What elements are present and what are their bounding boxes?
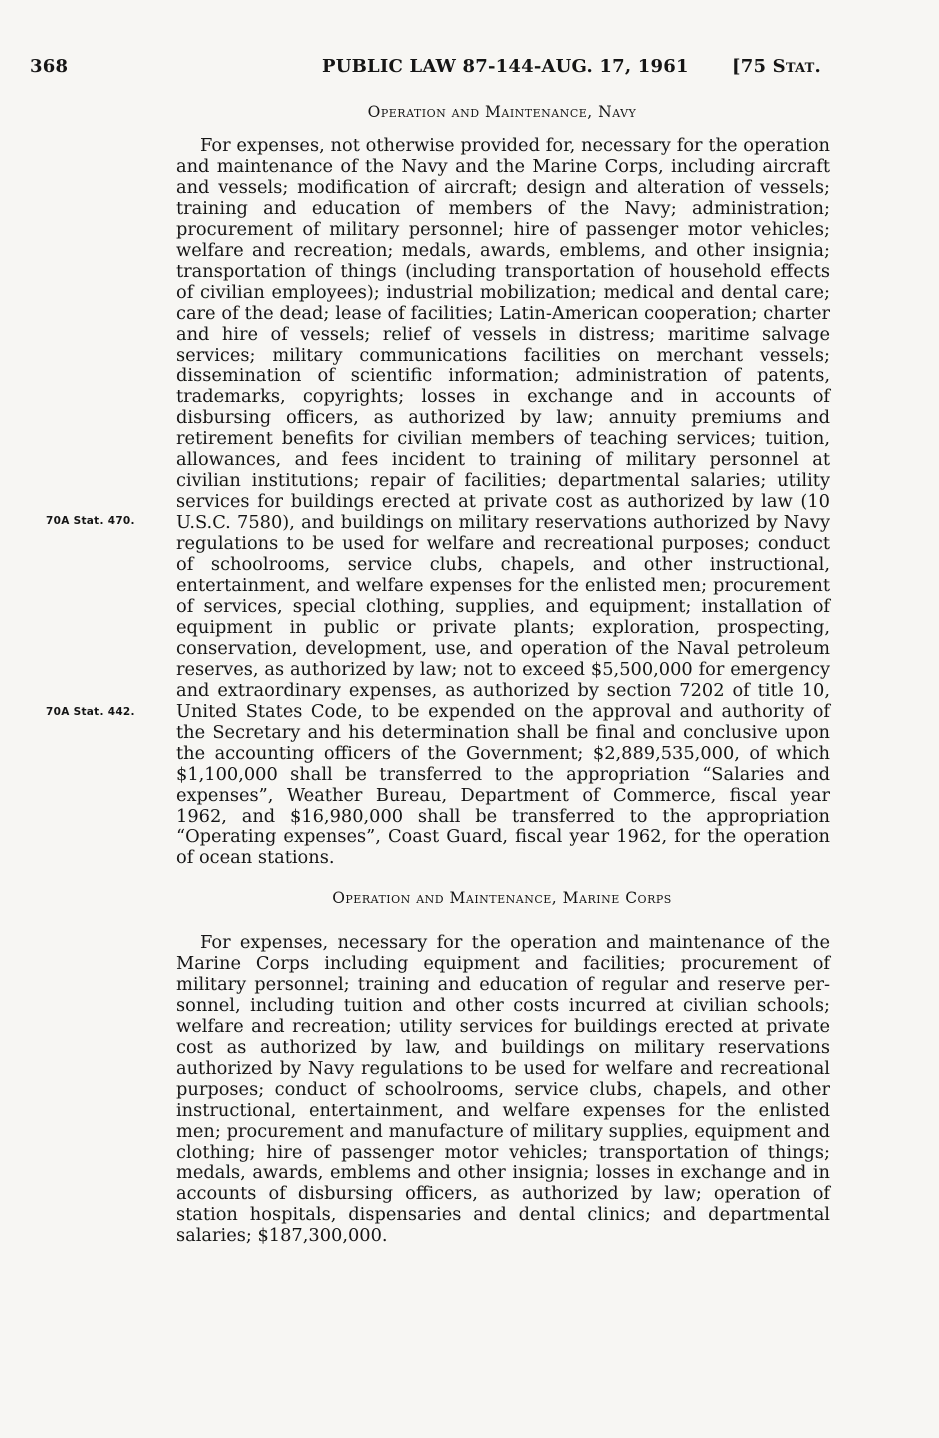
statute-reference: [75 Stat. [732, 56, 821, 77]
section-body-navy: For expenses, not otherwise provided for, necessary for the operation and maintenance of the Navy and the Marine Corps, including aircraft and vessels; modification of aircraft; design and alteration of vessels; training and education of members of the Navy; administration; procurement of military personnel; hire of passenger motor vehicles; welfare and recreation; medals, awards, emblems, and other insignia; transportation of things (including transportation of household effects of civilian employees); industrial mobilization; medical and dental care; care of the dead; lease of facilities; Latin-American cooperation; charter and hire of vessels; relief of vessels in distress; maritime salvage services; military communications facilities on merchant vessels; dissemination of scientific information; administration of patents, trademarks, copyrights; losses in exchange and in accounts of disbursing officers, as authorized by law; annuity premiums and retirement benefits for civilian members of teaching services; tuition, allowances, and fees incident to training of military personnel at civilian institutions; repair of facilities; departmental salaries; utility services for buildings erected at private cost as authorized by law (10 U.S.C. 7580), and buildings on military reservations authorized by Navy regulations to be used for welfare and recreational purposes; conduct of schoolrooms, service clubs, chapels, and other instructional, entertainment, and welfare expenses for the enlisted men; procurement of services, special clothing, supplies, and equipment; installation of equipment in public or private plants; exploration, prospecting, conservation, development, use, and operation of the Naval petroleum reserves, as authorized by law; not to exceed $5,500,000 for emergency and extraordinary expenses, as authorized by section 7202 of title 10, United States Code, to be expended on the approval and authority of the Secretary and his determination shall be final and conclusive upon the accounting officers of the Government; $2,889,535,000, of which $1,100,000 shall be transferred to the appropriation “Salaries and expenses”, Weather Bureau, Department of Commerce, fiscal year 1962, and $16,980,000 shall be transferred to the appropriation “Operating expenses”, Coast Guard, fiscal year 1962, for the operation of ocean stations. [176, 135, 830, 869]
running-header-title: PUBLIC LAW 87-144-AUG. 17, 1961 [322, 56, 689, 77]
section-heading-marine-corps: Operation and Maintenance, Marine Corps [332, 889, 672, 907]
margin-citation: 70A Stat. 470. [46, 515, 135, 527]
page-number: 368 [30, 56, 69, 77]
margin-citation: 70A Stat. 442. [46, 706, 135, 718]
section-heading-navy: Operation and Maintenance, Navy [367, 103, 637, 121]
section-body-marine-corps: For expenses, necessary for the operation and maintenance of the Marine Corps including equipment and facilities; procurement of military personnel; training and education of regular and reserve personnel, including tuition and other costs incurred at civilian schools; welfare and recreation; utility services for buildings erected at private cost as authorized by law, and buildings on military reservations authorized by Navy regulations to be used for welfare and recreational purposes; conduct of schoolrooms, service clubs, chapels, and other instructional, entertainment, and welfare expenses for the enlisted men; procurement and manufacture of military supplies, equipment and clothing; hire of passenger motor vehicles; transportation of things; medals, awards, emblems and other insignia; losses in exchange and in accounts of disbursing officers, as authorized by law; operation of station hospitals, dispensaries and dental clinics; and departmental salaries; $187,300,000. [176, 932, 830, 1247]
